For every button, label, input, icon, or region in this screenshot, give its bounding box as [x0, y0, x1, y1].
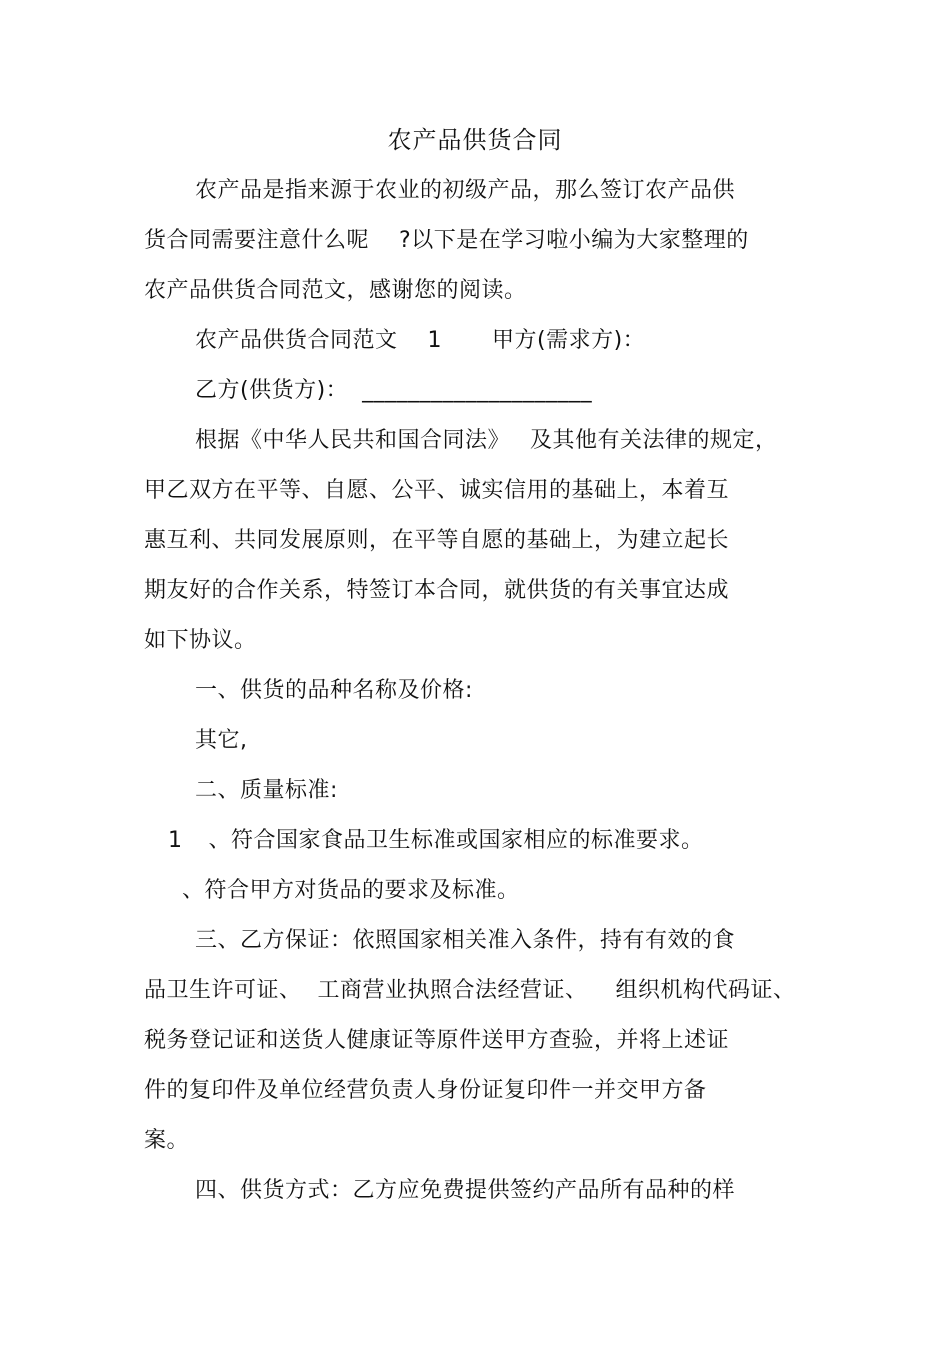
section2-item-2: 、符合甲方对货品的要求及标准。: [182, 878, 520, 903]
party-a-label: 甲方(需求方)：: [492, 328, 646, 353]
basis-line-5: 如下协议。: [144, 628, 257, 653]
intro-line-2a: 货合同需要注意什么呢: [144, 228, 370, 253]
party-b-blank: ____________________: [362, 378, 593, 403]
sample-heading-line: [195, 326, 645, 356]
intro-line-2b: ?以下是在学习啦小编为大家整理的: [399, 228, 749, 253]
party-b-label: 乙方(供货方)：: [195, 378, 349, 403]
section2-heading: 二、质量标准:: [195, 778, 338, 803]
intro-line-2: [144, 226, 749, 256]
basis-line-3: 惠互利、共同发展原则，在平等自愿的基础上，为建立起长: [144, 528, 730, 553]
section3-line-2: [144, 976, 796, 1006]
basis-line-4: 期友好的合作关系，特签订本合同，就供货的有关事宜达成: [144, 578, 730, 603]
sample-heading: 农产品供货合同范文: [195, 328, 398, 353]
section3-line-3: 税务登记证和送货人健康证等原件送甲方查验，并将上述证: [144, 1028, 730, 1053]
intro-line-1: 农产品是指来源于农业的初级产品，那么签订农产品供: [195, 178, 736, 203]
basis-line-1: [195, 426, 778, 456]
section3-line-5: 案。: [144, 1128, 190, 1153]
section3-line-1: 三、乙方保证：依照国家相关准入条件，持有有效的食: [195, 928, 736, 953]
section2-item-1-text: 、符合国家食品卫生标准或国家相应的标准要求。: [208, 828, 704, 853]
party-b-line: [195, 376, 592, 406]
document-title: 农产品供货合同: [387, 126, 563, 154]
basis-line-1b: 及其他有关法律的规定，: [530, 428, 778, 453]
basis-line-1a: 根据《中华人民共和国合同法》: [195, 428, 511, 453]
section1-other: 其它,: [195, 728, 248, 753]
intro-line-3: 农产品供货合同范文，感谢您的阅读。: [144, 278, 527, 303]
section3-line-2c: 组织机构代码证、: [615, 978, 796, 1003]
section2-item-1-number: 1: [168, 828, 183, 853]
sample-number: 1: [427, 328, 443, 353]
section4-line-1: 四、供货方式：乙方应免费提供签约产品所有品种的样: [195, 1178, 736, 1203]
section2-item-1: [168, 826, 704, 856]
section3-line-2a: 品卫生许可证、: [144, 978, 302, 1003]
section1-heading: 一、供货的品种名称及价格:: [195, 678, 473, 703]
section3-line-2b: 工商营业执照合法经营证、: [317, 978, 588, 1003]
section3-line-4: 件的复印件及单位经营负责人身份证复印件一并交甲方备: [144, 1078, 707, 1103]
basis-line-2: 甲乙双方在平等、自愿、公平、诚实信用的基础上，本着互: [144, 478, 730, 503]
